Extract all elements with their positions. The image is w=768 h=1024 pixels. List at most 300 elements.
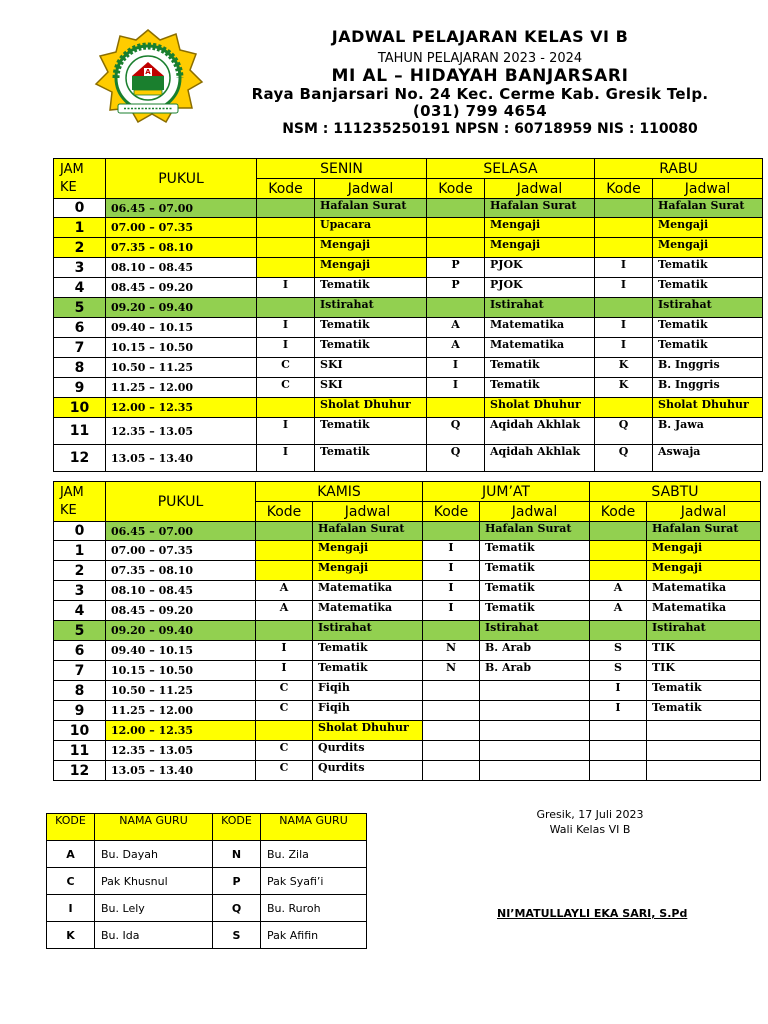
pukul-cell: 06.45 – 07.00	[106, 199, 257, 218]
table-row	[54, 601, 761, 621]
jadwal-cell: Tematik	[653, 338, 763, 358]
kode-cell: Q	[427, 445, 485, 472]
jadwal-cell: Matematika	[485, 318, 595, 338]
jadwal-cell: Tematik	[647, 681, 761, 701]
jam-ke-cell: 8	[54, 681, 106, 701]
jadwal-cell: Istirahat	[315, 298, 427, 318]
kode-cell: I	[590, 701, 647, 721]
jadwal-cell: Matematika	[647, 581, 761, 601]
jadwal-cell: Mengaji	[313, 541, 423, 561]
jam-ke-cell: 4	[54, 601, 106, 621]
school-name: MI AL – HIDAYAH BANJARSARI	[331, 66, 629, 86]
jadwal-cell: PJOK	[485, 258, 595, 278]
kode-cell: C	[257, 358, 315, 378]
jadwal-cell: Tematik	[653, 258, 763, 278]
jadwal-cell	[647, 721, 761, 741]
table-row	[54, 238, 763, 258]
header-kode: KODE	[213, 814, 261, 841]
kode-cell	[595, 199, 653, 218]
kode-column-header: Kode	[595, 179, 653, 199]
table-row	[54, 318, 763, 338]
pukul-cell: 07.00 – 07.35	[106, 218, 257, 238]
jadwal-cell: PJOK	[485, 278, 595, 298]
academic-year: TAHUN PELAJARAN 2023 - 2024	[377, 51, 583, 66]
pukul-cell: 08.45 – 09.20	[106, 601, 256, 621]
jadwal-cell: Mengaji	[647, 541, 761, 561]
kode-cell	[256, 541, 313, 561]
table-row	[54, 218, 763, 238]
kode-cell	[427, 298, 485, 318]
kode-cell: I	[595, 278, 653, 298]
jam-ke-header	[54, 482, 106, 522]
jadwal-cell	[480, 741, 590, 761]
pukul-cell: 08.45 – 09.20	[106, 278, 257, 298]
kode-cell: I	[595, 338, 653, 358]
teacher-code: P	[213, 868, 261, 895]
kode-cell	[590, 741, 647, 761]
ke-label: KE	[60, 179, 77, 195]
jam-ke-cell: 3	[54, 581, 106, 601]
jadwal-cell: Tematik	[313, 641, 423, 661]
pukul-cell: 07.35 – 08.10	[106, 561, 256, 581]
teacher-code: Q	[213, 895, 261, 922]
teacher-row	[47, 841, 367, 868]
table-row	[54, 581, 761, 601]
pukul-cell: 13.05 – 13.40	[106, 761, 256, 781]
jadwal-cell	[647, 761, 761, 781]
kode-cell	[423, 741, 480, 761]
kode-cell: Q	[595, 445, 653, 472]
kode-cell: P	[427, 278, 485, 298]
jam-ke-cell: 0	[54, 522, 106, 541]
pukul-cell: 08.10 – 08.45	[106, 258, 257, 278]
pukul-cell: 10.50 – 11.25	[106, 681, 256, 701]
jadwal-cell: Tematik	[315, 318, 427, 338]
kode-cell: K	[595, 378, 653, 398]
kode-cell	[590, 621, 647, 641]
jam-ke-cell: 7	[54, 661, 106, 681]
jadwal-cell: Mengaji	[315, 238, 427, 258]
signature-role: Wali Kelas VI B	[549, 823, 631, 836]
day-header-sabtu: SABTU	[590, 482, 761, 502]
jam-ke-cell: 5	[54, 298, 106, 318]
jadwal-cell: Qurdits	[313, 761, 423, 781]
kode-column-header: Kode	[256, 502, 313, 522]
jadwal-cell: Istirahat	[480, 621, 590, 641]
jam-ke-cell: 12	[54, 761, 106, 781]
jadwal-cell: Mengaji	[653, 238, 763, 258]
kode-cell: I	[256, 661, 313, 681]
table-row	[54, 561, 761, 581]
day-header-jumat: JUM’AT	[423, 482, 590, 502]
kode-cell: K	[595, 358, 653, 378]
jadwal-cell: Tematik	[315, 418, 427, 445]
table-row	[54, 621, 761, 641]
pukul-header: PUKUL	[106, 482, 256, 522]
kode-cell: A	[256, 601, 313, 621]
kode-cell: C	[257, 378, 315, 398]
teacher-row	[47, 895, 367, 922]
jam-label: JAM	[60, 484, 84, 500]
kode-cell	[590, 561, 647, 581]
kode-cell	[595, 218, 653, 238]
jam-ke-cell: 10	[54, 721, 106, 741]
kode-cell: Q	[427, 418, 485, 445]
jam-ke-cell: 10	[54, 398, 106, 418]
jadwal-cell: Matematika	[647, 601, 761, 621]
teacher-name: Bu. Zila	[261, 841, 367, 868]
kode-cell	[590, 522, 647, 541]
jadwal-cell: Tematik	[647, 701, 761, 721]
jadwal-cell: Tematik	[315, 338, 427, 358]
pukul-cell: 10.50 – 11.25	[106, 358, 257, 378]
jam-ke-cell: 4	[54, 278, 106, 298]
day-header-senin: SENIN	[257, 159, 427, 179]
jadwal-cell: B. Arab	[480, 661, 590, 681]
kode-cell: P	[427, 258, 485, 278]
kode-cell	[595, 238, 653, 258]
teacher-table-header	[47, 814, 367, 841]
teacher-name: Bu. Ida	[95, 922, 213, 949]
kode-cell: I	[427, 358, 485, 378]
jadwal-column-header: Jadwal	[315, 179, 427, 199]
jadwal-cell: Qurdits	[313, 741, 423, 761]
page-title: JADWAL PELAJARAN KELAS VI B	[331, 27, 629, 46]
kode-cell: A	[256, 581, 313, 601]
kode-cell: S	[590, 641, 647, 661]
jadwal-cell: B. Inggris	[653, 378, 763, 398]
jadwal-cell: Tematik	[315, 445, 427, 472]
table-row	[54, 378, 763, 398]
jam-ke-cell: 3	[54, 258, 106, 278]
jadwal-cell: Matematika	[313, 601, 423, 621]
pukul-cell: 09.20 – 09.40	[106, 621, 256, 641]
kode-cell	[257, 218, 315, 238]
kode-cell: I	[427, 378, 485, 398]
kode-cell	[423, 761, 480, 781]
school-ids: NSM : 111235250191 NPSN : 60718959 NIS : 110080	[282, 121, 698, 137]
header-kode: KODE	[47, 814, 95, 841]
kode-cell: I	[257, 318, 315, 338]
jadwal-cell: Istirahat	[653, 298, 763, 318]
kode-cell: I	[423, 541, 480, 561]
day-header-kamis: KAMIS	[256, 482, 423, 502]
jadwal-cell: Istirahat	[647, 621, 761, 641]
kode-cell: A	[590, 581, 647, 601]
teacher-code-table	[46, 813, 367, 949]
jadwal-column-header: Jadwal	[313, 502, 423, 522]
teacher-code: C	[47, 868, 95, 895]
jam-ke-cell: 5	[54, 621, 106, 641]
jadwal-cell: Tematik	[313, 661, 423, 681]
pukul-cell: 11.25 – 12.00	[106, 378, 257, 398]
jadwal-cell: Matematika	[485, 338, 595, 358]
svg-text:A: A	[145, 68, 151, 76]
teacher-name: Pak Syafi’i	[261, 868, 367, 895]
kode-cell: I	[257, 445, 315, 472]
kode-cell	[427, 398, 485, 418]
jadwal-cell: Aqidah Akhlak	[485, 418, 595, 445]
kode-cell: C	[256, 741, 313, 761]
pukul-cell: 07.00 – 07.35	[106, 541, 256, 561]
table-row	[54, 298, 763, 318]
jadwal-cell: Hafalan Surat	[315, 199, 427, 218]
kode-cell	[257, 238, 315, 258]
table-row	[54, 258, 763, 278]
jadwal-cell: B. Arab	[480, 641, 590, 661]
table-row	[54, 278, 763, 298]
jadwal-cell: Tematik	[485, 378, 595, 398]
pukul-cell: 07.35 – 08.10	[106, 238, 257, 258]
jadwal-cell: SKI	[315, 358, 427, 378]
jadwal-cell: Sholat Dhuhur	[653, 398, 763, 418]
jadwal-cell: Mengaji	[315, 258, 427, 278]
jadwal-cell: Hafalan Surat	[480, 522, 590, 541]
kode-column-header: Kode	[423, 502, 480, 522]
jam-ke-cell: 8	[54, 358, 106, 378]
table-row	[54, 681, 761, 701]
kode-cell: S	[590, 661, 647, 681]
kode-cell: I	[595, 318, 653, 338]
jadwal-cell: TIK	[647, 661, 761, 681]
jam-ke-cell: 9	[54, 378, 106, 398]
table-row	[54, 541, 761, 561]
header-nama-guru: NAMA GURU	[95, 814, 213, 841]
jadwal-cell: Matematika	[313, 581, 423, 601]
day-header-selasa: SELASA	[427, 159, 595, 179]
kode-cell: N	[423, 661, 480, 681]
pukul-header: PUKUL	[106, 159, 257, 199]
school-emblem-icon	[88, 26, 208, 126]
jadwal-cell: Tematik	[480, 581, 590, 601]
jadwal-cell: Tematik	[480, 561, 590, 581]
kode-cell	[256, 721, 313, 741]
schedule-table-senin-rabu	[53, 158, 763, 472]
ke-label: KE	[60, 502, 77, 518]
teacher-row	[47, 868, 367, 895]
kode-cell	[256, 561, 313, 581]
jam-ke-cell: 12	[54, 445, 106, 472]
table-row	[54, 641, 761, 661]
teacher-row	[47, 922, 367, 949]
jadwal-cell: Sholat Dhuhur	[315, 398, 427, 418]
table-row	[54, 741, 761, 761]
jadwal-cell: B. Jawa	[653, 418, 763, 445]
jadwal-cell: Mengaji	[653, 218, 763, 238]
school-phone: (031) 799 4654	[412, 102, 548, 120]
jam-ke-cell: 0	[54, 199, 106, 218]
jam-ke-cell: 1	[54, 541, 106, 561]
jadwal-cell: Hafalan Surat	[485, 199, 595, 218]
jadwal-cell	[647, 741, 761, 761]
jadwal-cell	[480, 721, 590, 741]
jadwal-cell: Tematik	[653, 318, 763, 338]
jam-ke-cell: 1	[54, 218, 106, 238]
pukul-cell: 10.15 – 10.50	[106, 338, 257, 358]
kode-cell	[423, 522, 480, 541]
kode-cell: I	[595, 258, 653, 278]
jadwal-cell: Aqidah Akhlak	[485, 445, 595, 472]
pukul-cell: 13.05 – 13.40	[106, 445, 257, 472]
pukul-cell: 12.00 – 12.35	[106, 398, 257, 418]
jam-ke-cell: 11	[54, 741, 106, 761]
jadwal-column-header: Jadwal	[653, 179, 763, 199]
jam-ke-cell: 2	[54, 238, 106, 258]
table-row	[54, 661, 761, 681]
jam-label: JAM	[60, 161, 84, 177]
table-row	[54, 761, 761, 781]
kode-cell: N	[423, 641, 480, 661]
kode-cell	[257, 199, 315, 218]
jadwal-column-header: Jadwal	[485, 179, 595, 199]
kode-cell: I	[257, 278, 315, 298]
jadwal-cell: Aswaja	[653, 445, 763, 472]
jadwal-cell: Upacara	[315, 218, 427, 238]
table-row	[54, 701, 761, 721]
kode-column-header: Kode	[427, 179, 485, 199]
teacher-code: N	[213, 841, 261, 868]
jadwal-cell: Sholat Dhuhur	[485, 398, 595, 418]
jadwal-cell: TIK	[647, 641, 761, 661]
kode-cell: I	[423, 601, 480, 621]
teacher-name: Bu. Lely	[95, 895, 213, 922]
kode-cell: Q	[595, 418, 653, 445]
jadwal-cell: Fiqih	[313, 701, 423, 721]
jadwal-cell	[480, 681, 590, 701]
kode-cell: A	[427, 338, 485, 358]
jadwal-cell: Istirahat	[485, 298, 595, 318]
teacher-code: K	[47, 922, 95, 949]
kode-cell: A	[427, 318, 485, 338]
pukul-cell: 12.35 – 13.05	[106, 741, 256, 761]
kode-cell	[427, 238, 485, 258]
kode-cell: I	[590, 681, 647, 701]
schedule-header-days	[54, 482, 761, 502]
jadwal-cell: Tematik	[480, 541, 590, 561]
day-header-rabu: RABU	[595, 159, 763, 179]
kode-cell: C	[256, 761, 313, 781]
kode-cell: I	[257, 338, 315, 358]
table-row	[54, 358, 763, 378]
kode-cell	[595, 298, 653, 318]
kode-cell	[257, 258, 315, 278]
kode-cell: C	[256, 701, 313, 721]
jam-ke-header	[54, 159, 106, 199]
kode-cell	[423, 621, 480, 641]
jadwal-cell: Tematik	[485, 358, 595, 378]
kode-cell: C	[256, 681, 313, 701]
jam-ke-cell: 6	[54, 318, 106, 338]
jam-ke-cell: 7	[54, 338, 106, 358]
jadwal-cell: Sholat Dhuhur	[313, 721, 423, 741]
jadwal-cell: SKI	[315, 378, 427, 398]
jadwal-cell	[480, 761, 590, 781]
schedule-table-kamis-sabtu	[53, 481, 761, 781]
pukul-cell: 09.40 – 10.15	[106, 318, 257, 338]
kode-cell	[590, 721, 647, 741]
jam-ke-cell: 9	[54, 701, 106, 721]
jadwal-cell: Tematik	[315, 278, 427, 298]
jam-ke-cell: 6	[54, 641, 106, 661]
jadwal-cell: Mengaji	[647, 561, 761, 581]
kode-cell	[256, 621, 313, 641]
jadwal-cell: Hafalan Surat	[647, 522, 761, 541]
jadwal-cell: Tematik	[480, 601, 590, 621]
kode-cell	[590, 541, 647, 561]
pukul-cell: 08.10 – 08.45	[106, 581, 256, 601]
schedule-header-days	[54, 159, 763, 179]
school-address: Raya Banjarsari No. 24 Kec. Cerme Kab. Gresik Telp.	[251, 85, 709, 103]
teacher-code: I	[47, 895, 95, 922]
signature-name: NI’MATULLAYLI EKA SARI, S.Pd	[497, 907, 688, 920]
kode-cell: I	[423, 561, 480, 581]
jadwal-cell: Hafalan Surat	[653, 199, 763, 218]
jadwal-cell: Mengaji	[485, 218, 595, 238]
pukul-cell: 11.25 – 12.00	[106, 701, 256, 721]
table-row	[54, 398, 763, 418]
kode-cell	[427, 199, 485, 218]
table-row	[54, 338, 763, 358]
header-nama-guru: NAMA GURU	[261, 814, 367, 841]
kode-cell	[427, 218, 485, 238]
kode-column-header: Kode	[590, 502, 647, 522]
table-row	[54, 199, 763, 218]
jadwal-cell: Fiqih	[313, 681, 423, 701]
kode-cell: I	[423, 581, 480, 601]
jam-ke-cell: 11	[54, 418, 106, 445]
kode-cell: A	[590, 601, 647, 621]
table-row	[54, 445, 763, 472]
pukul-cell: 10.15 – 10.50	[106, 661, 256, 681]
kode-cell	[423, 681, 480, 701]
kode-column-header: Kode	[257, 179, 315, 199]
kode-cell	[595, 398, 653, 418]
teacher-code: A	[47, 841, 95, 868]
kode-cell: I	[256, 641, 313, 661]
jadwal-cell: Tematik	[653, 278, 763, 298]
jam-ke-cell: 2	[54, 561, 106, 581]
jadwal-cell: B. Inggris	[653, 358, 763, 378]
kode-cell	[257, 398, 315, 418]
kode-cell	[423, 701, 480, 721]
kode-cell	[257, 298, 315, 318]
teacher-name: Pak Afifin	[261, 922, 367, 949]
kode-cell	[256, 522, 313, 541]
teacher-name: Pak Khusnul	[95, 868, 213, 895]
jadwal-cell: Mengaji	[485, 238, 595, 258]
kode-cell	[590, 761, 647, 781]
teacher-name: Bu. Dayah	[95, 841, 213, 868]
pukul-cell: 06.45 – 07.00	[106, 522, 256, 541]
jadwal-cell	[480, 701, 590, 721]
kode-cell	[423, 721, 480, 741]
kode-cell: I	[257, 418, 315, 445]
jadwal-column-header: Jadwal	[647, 502, 761, 522]
table-row	[54, 418, 763, 445]
teacher-code: S	[213, 922, 261, 949]
pukul-cell: 09.40 – 10.15	[106, 641, 256, 661]
teacher-name: Bu. Ruroh	[261, 895, 367, 922]
pukul-cell: 09.20 – 09.40	[106, 298, 257, 318]
pukul-cell: 12.00 – 12.35	[106, 721, 256, 741]
jadwal-cell: Hafalan Surat	[313, 522, 423, 541]
jadwal-cell: Mengaji	[313, 561, 423, 581]
pukul-cell: 12.35 – 13.05	[106, 418, 257, 445]
table-row	[54, 721, 761, 741]
jadwal-cell: Istirahat	[313, 621, 423, 641]
signature-place-date: Gresik, 17 Juli 2023	[536, 808, 644, 821]
jadwal-column-header: Jadwal	[480, 502, 590, 522]
